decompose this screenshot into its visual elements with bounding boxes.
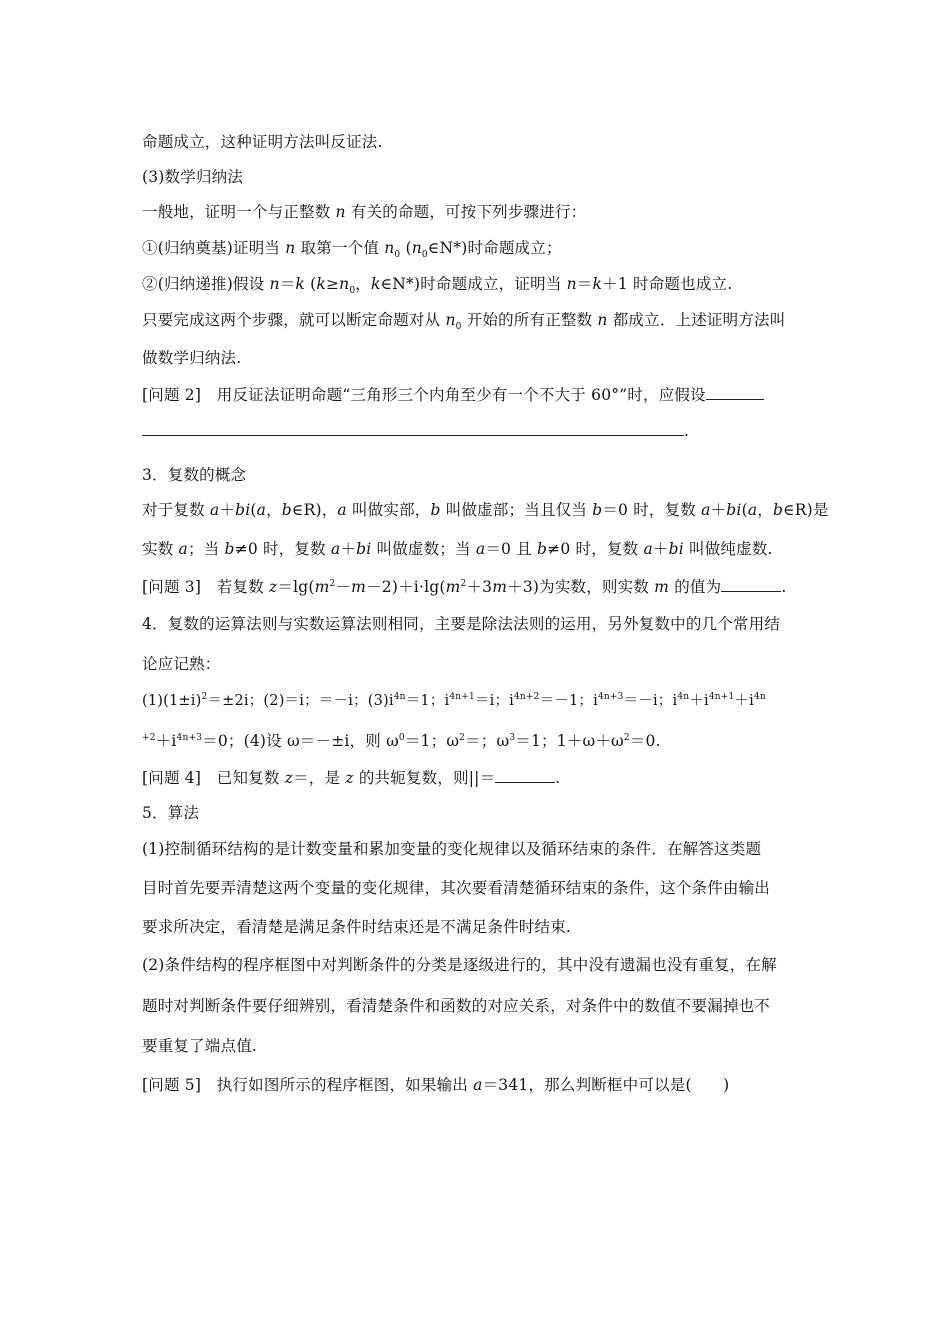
text-line: 做数学归纳法.	[142, 349, 242, 367]
text-line: ①(归纳奠基)证明当 n 取第一个值 $n_0$ $(n_0\in N*)$时命题成立；	[142, 239, 562, 261]
text-line: 实数 a；当 b≠0 时，复数 a＋bi 叫做虚数；当 a＝0 且 b≠0 时，复数 a＋bi 叫做纯虚数.	[142, 540, 773, 558]
problem-5: [问题 5] 执行如图所示的程序框图，如果输出 a＝341，那么判断框中可以是( )	[142, 1076, 730, 1094]
formula-line: $^{+2}+i^{4n+3}=0$；(4)设 ω＝－±i，则 $\omega^0=1$；$\omega^2=$；$\omega^3=1$；$1+\omega+\omega^2=0$.	[142, 732, 661, 750]
answer-blank[interactable]	[495, 768, 555, 783]
text-line: 目时首先要弄清楚这两个变量的变化规律，其次要看清楚循环结束的条件，这个条件由输出	[142, 879, 771, 897]
text-line: 命题成立，这种证明方法叫反证法.	[142, 133, 383, 151]
text-line: 4．复数的运算法则与实数运算法则相同，主要是除法法则的运用，另外复数中的几个常用结	[142, 615, 781, 633]
answer-blank[interactable]	[142, 421, 684, 436]
text-line: 要求所决定，看清楚是满足条件时结束还是不满足条件时结束.	[142, 918, 572, 936]
section-heading: 5．算法	[142, 804, 200, 822]
problem-4: [问题 4] 已知复数 z＝，是 z 的共轭复数，则||＝ .	[142, 769, 561, 787]
problem-3: [问题 3] 若复数 $z=\lg(m^2-m-2)+i\cdot\lg(m^2+3m+3)$为实数，则实数 m 的值为 .	[142, 578, 787, 596]
text-line: 一般地，证明一个与正整数 n 有关的命题，可按下列步骤进行：	[142, 203, 587, 221]
answer-blank[interactable]	[721, 577, 781, 592]
section-heading: (3)数学归纳法	[142, 168, 244, 186]
text-line: 只要完成这两个步骤，就可以断定命题对从 $n_0$ 开始的所有正整数 n 都成立．上述证明方法叫	[142, 311, 786, 333]
text-line: 论应记熟：	[142, 655, 221, 673]
text-line: 题时对判断条件要仔细辨别，看清楚条件和函数的对应关系，对条件中的数值不要漏掉也不	[142, 997, 771, 1015]
formula-line: $(1)(1\pm i)^2=\pm 2i$；(2)＝i；＝－i；$(3)i^{4n}=1$；$i^{4n+1}=i$；$i^{4n+2}=-1$；$i^{4n+3}=-i$；$i^{4n}+i^{4n+1}+i^{4n}$	[142, 692, 766, 709]
section-heading: 3．复数的概念	[142, 466, 247, 484]
text-line: 对于复数 a＋bi(a，b∈R)，a 叫做实部，b 叫做虚部；当且仅当 b＝0 时，复数 a＋bi(a，b∈R)是	[142, 501, 829, 519]
text-line: 要重复了端点值.	[142, 1037, 258, 1055]
problem-2: [问题 2] 用反证法证明命题“三角形三个内角至少有一个不大于 60°”时，应假设	[142, 383, 764, 405]
answer-blank[interactable]	[706, 385, 764, 400]
text-line: (2)条件结构的程序框图中对判断条件的分类是逐级进行的，其中没有遗漏也没有重复，在解	[142, 956, 777, 974]
text-line: (1)控制循环结构的是计数变量和累加变量的变化规律以及循环结束的条件．在解答这类题	[142, 840, 762, 858]
answer-line: .	[142, 421, 689, 440]
text-line: ②(归纳递推)假设 n＝k ($k\ge n_0$，k∈N*)时命题成立，证明当 n＝k＋1 时命题也成立.	[142, 275, 733, 297]
